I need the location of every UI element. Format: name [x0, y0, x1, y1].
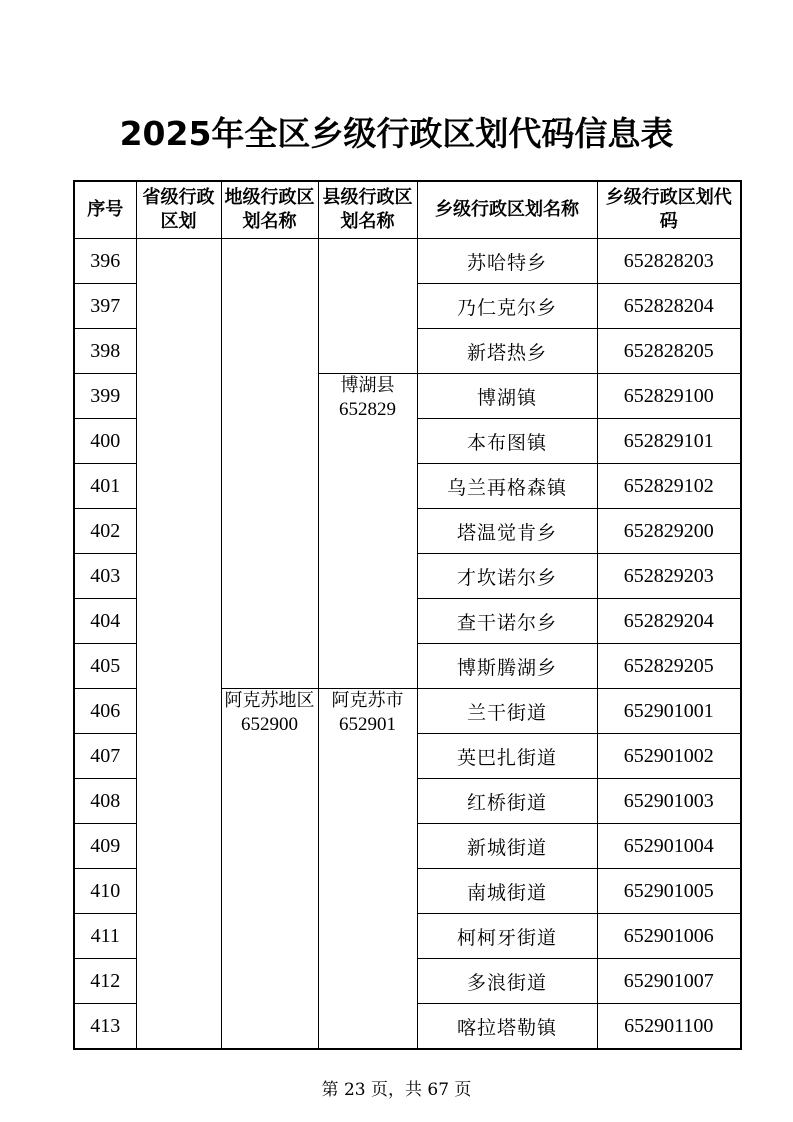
seq-cell: 396: [74, 239, 136, 284]
table-header-row: [74, 181, 741, 239]
township-code-cell: 652901006: [597, 914, 741, 959]
township-code-cell: 652901007: [597, 959, 741, 1004]
seq-cell: 401: [74, 464, 136, 509]
seq-cell: 398: [74, 329, 136, 374]
header-county: 县级行政区划名称: [318, 181, 417, 239]
township-name-cell: 南城街道: [417, 869, 597, 914]
township-name-cell: 塔温觉肯乡: [417, 509, 597, 554]
province-cell: [136, 239, 221, 1050]
page-footer: 第 23 页，共 67 页: [321, 1080, 472, 1100]
township-code-cell: 652829204: [597, 599, 741, 644]
township-name-cell: 博湖镇: [417, 374, 597, 419]
seq-cell: 406: [74, 689, 136, 734]
township-name-cell: 喀拉塔勒镇: [417, 1004, 597, 1050]
seq-cell: 409: [74, 824, 136, 869]
township-name-cell: 柯柯牙街道: [417, 914, 597, 959]
seq-cell: 402: [74, 509, 136, 554]
township-code-cell: 652901004: [597, 824, 741, 869]
township-name-cell: 兰干街道: [417, 689, 597, 734]
seq-cell: 411: [74, 914, 136, 959]
page-title: 2025年全区乡级行政区划代码信息表: [119, 114, 674, 153]
seq-cell: 412: [74, 959, 136, 1004]
township-name-cell: 查干诺尔乡: [417, 599, 597, 644]
township-code-cell: 652901100: [597, 1004, 741, 1050]
township-code-cell: 652828203: [597, 239, 741, 284]
county-code: 652901: [339, 714, 396, 735]
county-name: 博湖县: [340, 375, 395, 396]
header-province: 省级行政区划: [136, 181, 221, 239]
township-code-cell: 652829101: [597, 419, 741, 464]
county-code: 652829: [339, 399, 396, 420]
header-code: 乡级行政区划代码: [597, 181, 741, 239]
seq-cell: 404: [74, 599, 136, 644]
county-cell: [318, 239, 417, 374]
township-code-cell: 652829102: [597, 464, 741, 509]
seq-cell: 408: [74, 779, 136, 824]
prefecture-cell: [221, 239, 318, 689]
township-name-cell: 苏哈特乡: [417, 239, 597, 284]
seq-cell: 410: [74, 869, 136, 914]
township-name-cell: 红桥街道: [417, 779, 597, 824]
prefecture-cell: [221, 689, 318, 1050]
division-code-table: [73, 180, 742, 1050]
township-code-cell: 652829205: [597, 644, 741, 689]
township-code-cell: 652829203: [597, 554, 741, 599]
seq-cell: 399: [74, 374, 136, 419]
seq-cell: 413: [74, 1004, 136, 1050]
header-township: 乡级行政区划名称: [417, 181, 597, 239]
table-row: [74, 239, 741, 284]
seq-cell: 397: [74, 284, 136, 329]
township-code-cell: 652901002: [597, 734, 741, 779]
township-name-cell: 本布图镇: [417, 419, 597, 464]
township-name-cell: 才坎诺尔乡: [417, 554, 597, 599]
seq-cell: 403: [74, 554, 136, 599]
township-code-cell: 652901001: [597, 689, 741, 734]
seq-cell: 400: [74, 419, 136, 464]
header-prefecture: 地级行政区划名称: [221, 181, 318, 239]
township-name-cell: 英巴扎街道: [417, 734, 597, 779]
county-cell: [318, 374, 417, 689]
header-seq: 序号: [74, 181, 136, 239]
county-cell: [318, 689, 417, 1050]
seq-cell: 407: [74, 734, 136, 779]
township-code-cell: 652901003: [597, 779, 741, 824]
township-code-cell: 652829200: [597, 509, 741, 554]
county-name: 阿克苏市: [331, 690, 404, 711]
township-code-cell: 652901005: [597, 869, 741, 914]
township-name-cell: 博斯腾湖乡: [417, 644, 597, 689]
prefecture-code: 652900: [241, 714, 298, 735]
township-code-cell: 652829100: [597, 374, 741, 419]
township-code-cell: 652828205: [597, 329, 741, 374]
township-name-cell: 乌兰再格森镇: [417, 464, 597, 509]
township-name-cell: 多浪街道: [417, 959, 597, 1004]
prefecture-name: 阿克苏地区: [224, 690, 315, 711]
seq-cell: 405: [74, 644, 136, 689]
township-name-cell: 乃仁克尔乡: [417, 284, 597, 329]
township-code-cell: 652828204: [597, 284, 741, 329]
township-name-cell: 新塔热乡: [417, 329, 597, 374]
township-name-cell: 新城街道: [417, 824, 597, 869]
